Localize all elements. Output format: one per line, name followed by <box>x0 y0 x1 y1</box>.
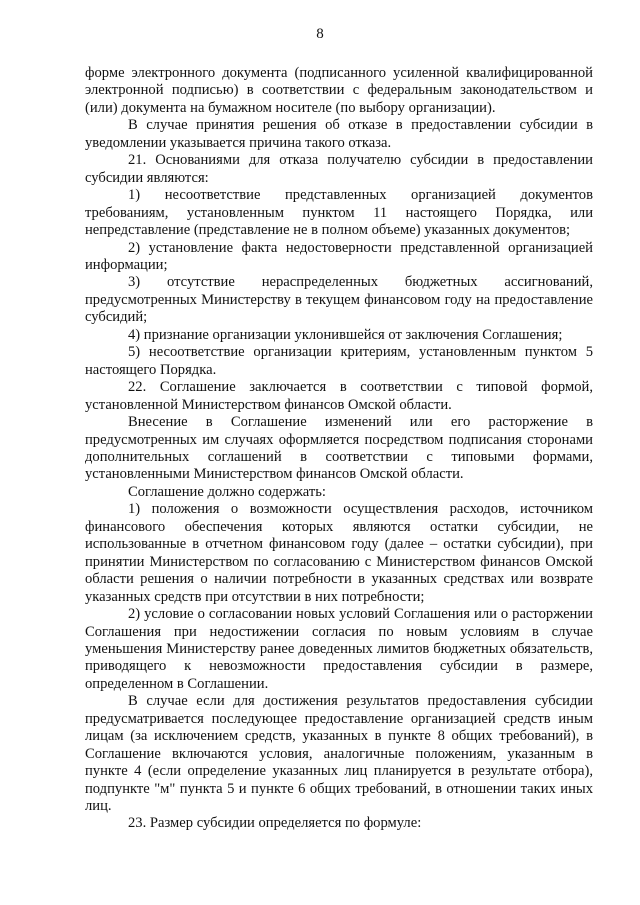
paragraph-agreement-changes: Внесение в Соглашение изменений или его расторжение в предусмотренных им случаях оформляется посредством подписания сторонами дополнительных соглашений в соответствии с типовыми формами, установленными Министерством финансов Омской области. <box>85 414 593 483</box>
list-item-agreement-2: 2) условие о согласовании новых условий Соглашения или о расторжении Соглашения при недостижении согласия по новым условиям в случае уменьшения Министерству ранее доведенных лимитов бюджетных обязательств, приводящего к невозможности предоставления субсидии в размере, определенном в Соглашении. <box>85 606 593 692</box>
list-item-21-3: 3) отсутствие нераспределенных бюджетных ассигнований, предусмотренных Министерству в текущем финансовом году на предоставление субсидий; <box>85 274 593 326</box>
document-body <box>85 65 593 833</box>
paragraph-21-refusal-grounds: 21. Основаниями для отказа получателю субсидии в предоставлении субсидии являются: <box>85 152 593 186</box>
paragraph-refusal-reason: В случае принятия решения об отказе в предоставлении субсидии в уведомлении указывается причина такого отказа. <box>85 117 593 151</box>
paragraph-22-agreement: 22. Соглашение заключается в соответствии с типовой формой, установленной Министерством финансов Омской области. <box>85 379 593 413</box>
list-item-21-4: 4) признание организации уклонившейся от заключения Соглашения; <box>128 326 563 343</box>
list-item-21-5: 5) несоответствие организации критериям, установленным пунктом 5 настоящего Порядка. <box>85 344 593 378</box>
list-item-agreement-1: 1) положения о возможности осуществления расходов, источником финансового обеспечения которых являются остатки субсидии, не использованные в отчетном финансовом году (далее – остатки субсидии), при принятии Министерством по согласованию с Министерством финансов Омской области решения о наличии потребности в указанных средствах или возврате указанных средств при отсутствии в них потребности; <box>85 501 593 605</box>
paragraph-23-formula: 23. Размер субсидии определяется по формуле: <box>128 815 422 832</box>
list-item-21-2: 2) установление факта недостоверности представленной организацией информации; <box>85 239 593 273</box>
paragraph-third-parties: В случае если для достижения результатов предоставления субсидии предусматривается последующее предоставление организацией средств иным лицам (за исключением средств, указанных в пункте 8 общих требований), в Соглашение включаются условия, аналогичные положениям, указанным в пункте 4 (если определение указанных лиц планируется в результате отбора), подпункте "м" пункта 5 и пункте 6 общих требований, в отношении таких иных лиц. <box>85 693 593 815</box>
paragraph-electronic-form: форме электронного документа (подписанного усиленной квалифицированной электронной подписью) в соответствии с федеральным законодательством и (или) документа на бумажном носителе (по выбору организации). <box>85 65 593 116</box>
page-number: 8 <box>316 26 324 42</box>
list-item-21-1: 1) несоответствие представленных организацией документов требованиям, установленным пунктом 11 настоящего Порядка, или непредставление (представление не в полном объеме) указанных документов; <box>85 187 593 239</box>
paragraph-agreement-contents: Соглашение должно содержать: <box>128 483 326 500</box>
